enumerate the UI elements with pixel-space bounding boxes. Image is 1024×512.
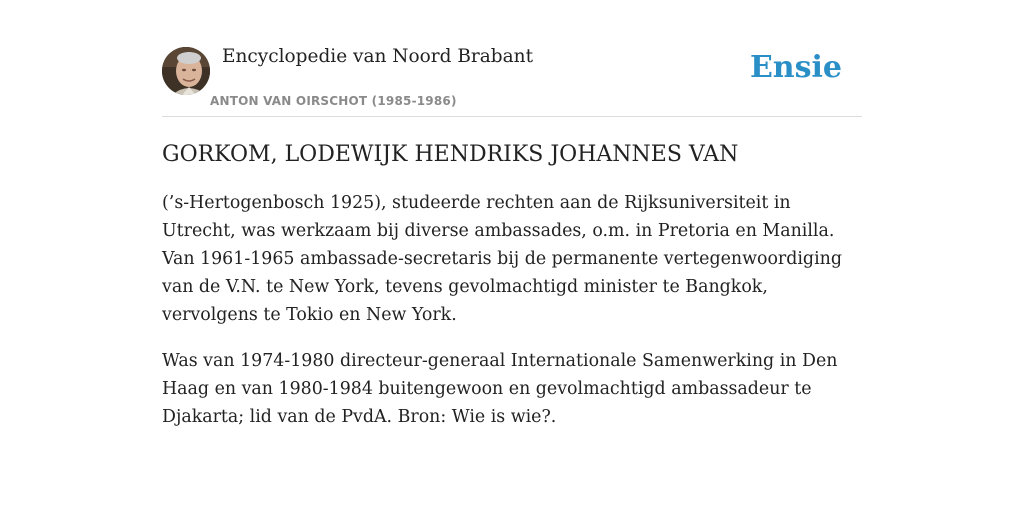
author-name[interactable]: ANTON VAN OIRSCHOT (1985-1986) — [210, 94, 457, 108]
entry-title: GORKOM, LODEWIJK HENDRIKS JOHANNES VAN — [162, 142, 739, 167]
entry-header — [162, 46, 862, 117]
brand-logo[interactable]: Ensie — [749, 50, 842, 85]
author-avatar[interactable] — [162, 47, 210, 95]
entry-paragraph-1: (’s-Hertogenbosch 1925), studeerde rechten aan de Rijksuniversiteit in Utrecht, was werkzaam bij diverse ambassades, o.m. in Pretoria en Manilla. Van 1961-1965 ambassade-secretaris bij de permanente vertegenwoordiging van de V.N. te New York, tevens gevolmachtigd minister te Bangkok, vervolgens te Tokio en New York. — [162, 193, 842, 325]
entry-paragraph-2: Was van 1974-1980 directeur-generaal Internationale Samenwerking in Den Haag en van 1980-1984 buitengewoon en gevolmachtigd ambassadeur te Djakarta; lid van de PvdA. Bron: Wie is wie?. — [162, 351, 838, 427]
author-portrait-icon — [162, 47, 210, 95]
entry-card — [162, 46, 862, 431]
source-title[interactable]: Encyclopedie van Noord Brabant — [222, 46, 534, 67]
